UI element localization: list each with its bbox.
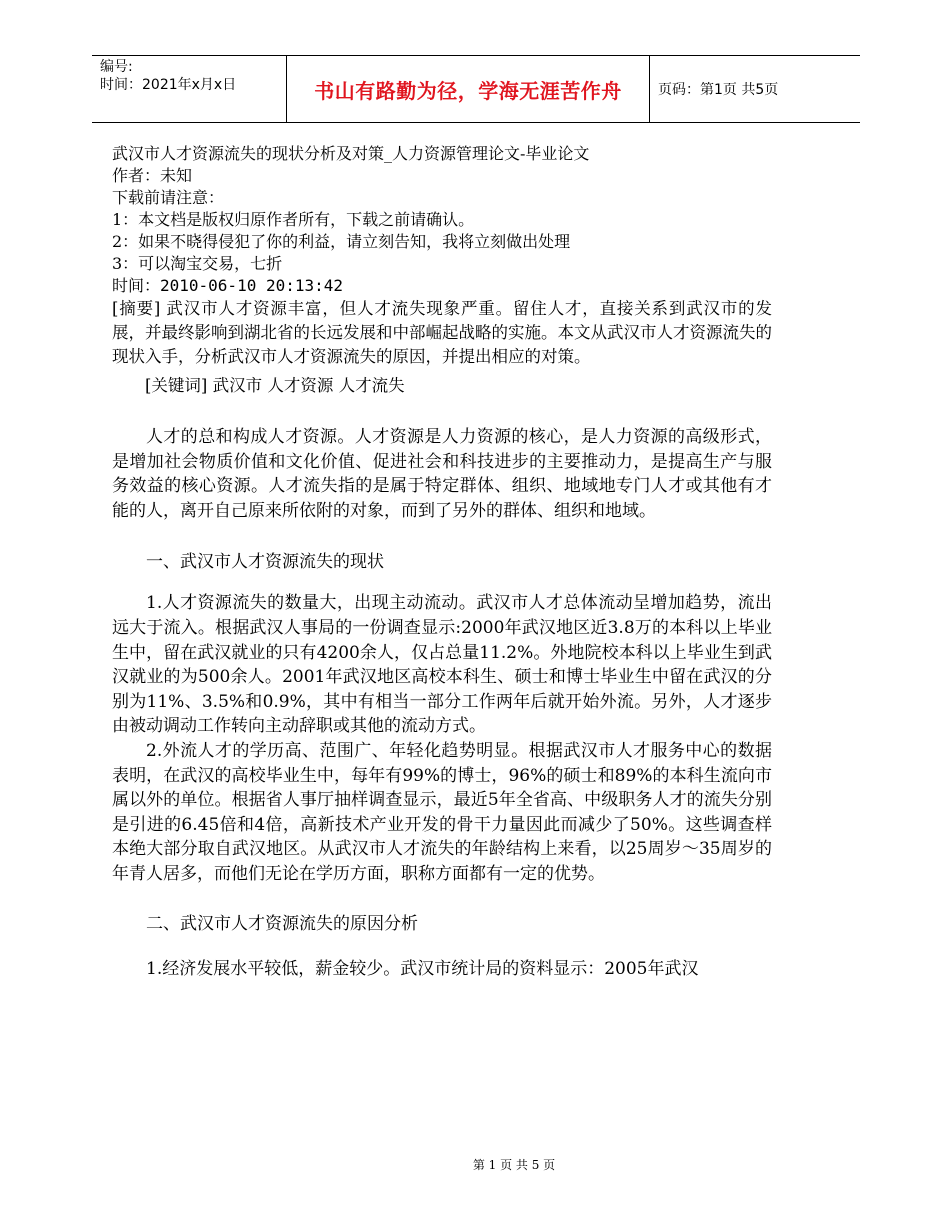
article-author: 作者：未知 [112,166,193,185]
spacer [112,887,772,909]
keywords-line: [关键词] 武汉市 人才资源 人才流失 [145,376,405,395]
spacer [112,523,772,547]
document-number-label: 编号: [100,59,133,75]
header-page-info: 页码：第1页 共5页 [658,82,779,98]
document-time-label: 时间：2021年x月x日 [100,77,237,93]
header-motto: 书山有路勤为径，学海无涯苦作舟 [314,78,622,103]
footer-page-number: 第 1 页 共 5 页 [472,1158,556,1172]
spacer [112,577,772,591]
article-title: 武汉市人才资源流失的现状分析及对策_人力资源管理论文-毕业论文 [112,144,590,163]
section1-paragraph-1: 1.人才资源流失的数量大，出现主动流动。武汉市人才总体流动呈增加趋势，流出远大于流入。根据武汉人事局的一份调查显示:2000年武汉地区近3.8万的本科以上毕业生中，留在武汉就业的只有4200余人，仅占总量11.2%。外地院校本科以上毕业生到武汉就业的为500余人。2001年武汉地区高校本科生、硕士和博士毕业生中留在武汉的分别为11%、3.5%和0.9%，其中有相当一部分工作两年后就开始外流。另外，人才逐步由被动调动工作转向主动辞职或其他的流动方式。 [112,593,772,737]
notice-heading: 下载前请注意： [112,188,225,207]
intro-paragraph: 人才的总和构成人才资源。人才资源是人力资源的核心，是人力资源的高级形式，是增加社会物质价值和文化价值、促进社会和科技进步的主要推动力，是提高生产与服务效益的核心资源。人才流失指的是属于特定群体、组织、地域地专门人才或其他有才能的人，离开自己原来所依附的对象，而到了另外的群体、组织和地域。 [112,427,772,521]
section-heading: 一、武汉市人才资源流失的现状 [146,552,384,573]
page-header [92,55,860,123]
article-time: 时间：2010-06-10 20:13:42 [112,276,344,295]
notice-item: 3：可以淘宝交易，七折 [112,254,283,273]
page-footer [0,1156,950,1173]
header-motto-cell [286,56,650,122]
notice-item: 2：如果不晓得侵犯了你的利益，请立刻告知，我将立刻做出处理 [112,232,571,251]
section-heading: 二、武汉市人才资源流失的原因分析 [146,913,418,934]
abstract-paragraph: [摘要] 武汉市人才资源丰富，但人才流失现象严重。留住人才，直接关系到武汉市的发展，并最终影响到湖北省的长远发展和中部崛起战略的实施。本文从武汉市人才资源流失的现状入手，分析武汉市人才资源流失的原因，并提出相应的对策。 [112,299,772,366]
notice-item: 1：本文档是版权归原作者所有，下载之前请确认。 [112,210,475,229]
section1-paragraph-2: 2.外流人才的学历高、范围广、年轻化趋势明显。根据武汉市人才服务中心的数据表明，在武汉的高校毕业生中，每年有99%的博士，96%的硕士和89%的本科生流向市属以外的单位。根据省人事厅抽样调查显示，最近5年全省高、中级职务人才的流失分别是引进的6.45倍和4倍，高新技术产业开发的骨干力量因此而减少了50%。这些调查样本绝大部分取自武汉地区。从武汉市人才流失的年龄结构上来看，以25周岁～35周岁的年青人居多，而他们无论在学历方面，职称方面都有一定的优势。 [112,740,772,884]
document-body [112,143,772,981]
section2-paragraph-1: 1.经济发展水平较低，薪金较少。武汉市统计局的资料显示：2005年武汉 [146,958,699,979]
spacer [112,403,772,425]
header-meta [100,58,286,94]
spacer [112,939,772,957]
